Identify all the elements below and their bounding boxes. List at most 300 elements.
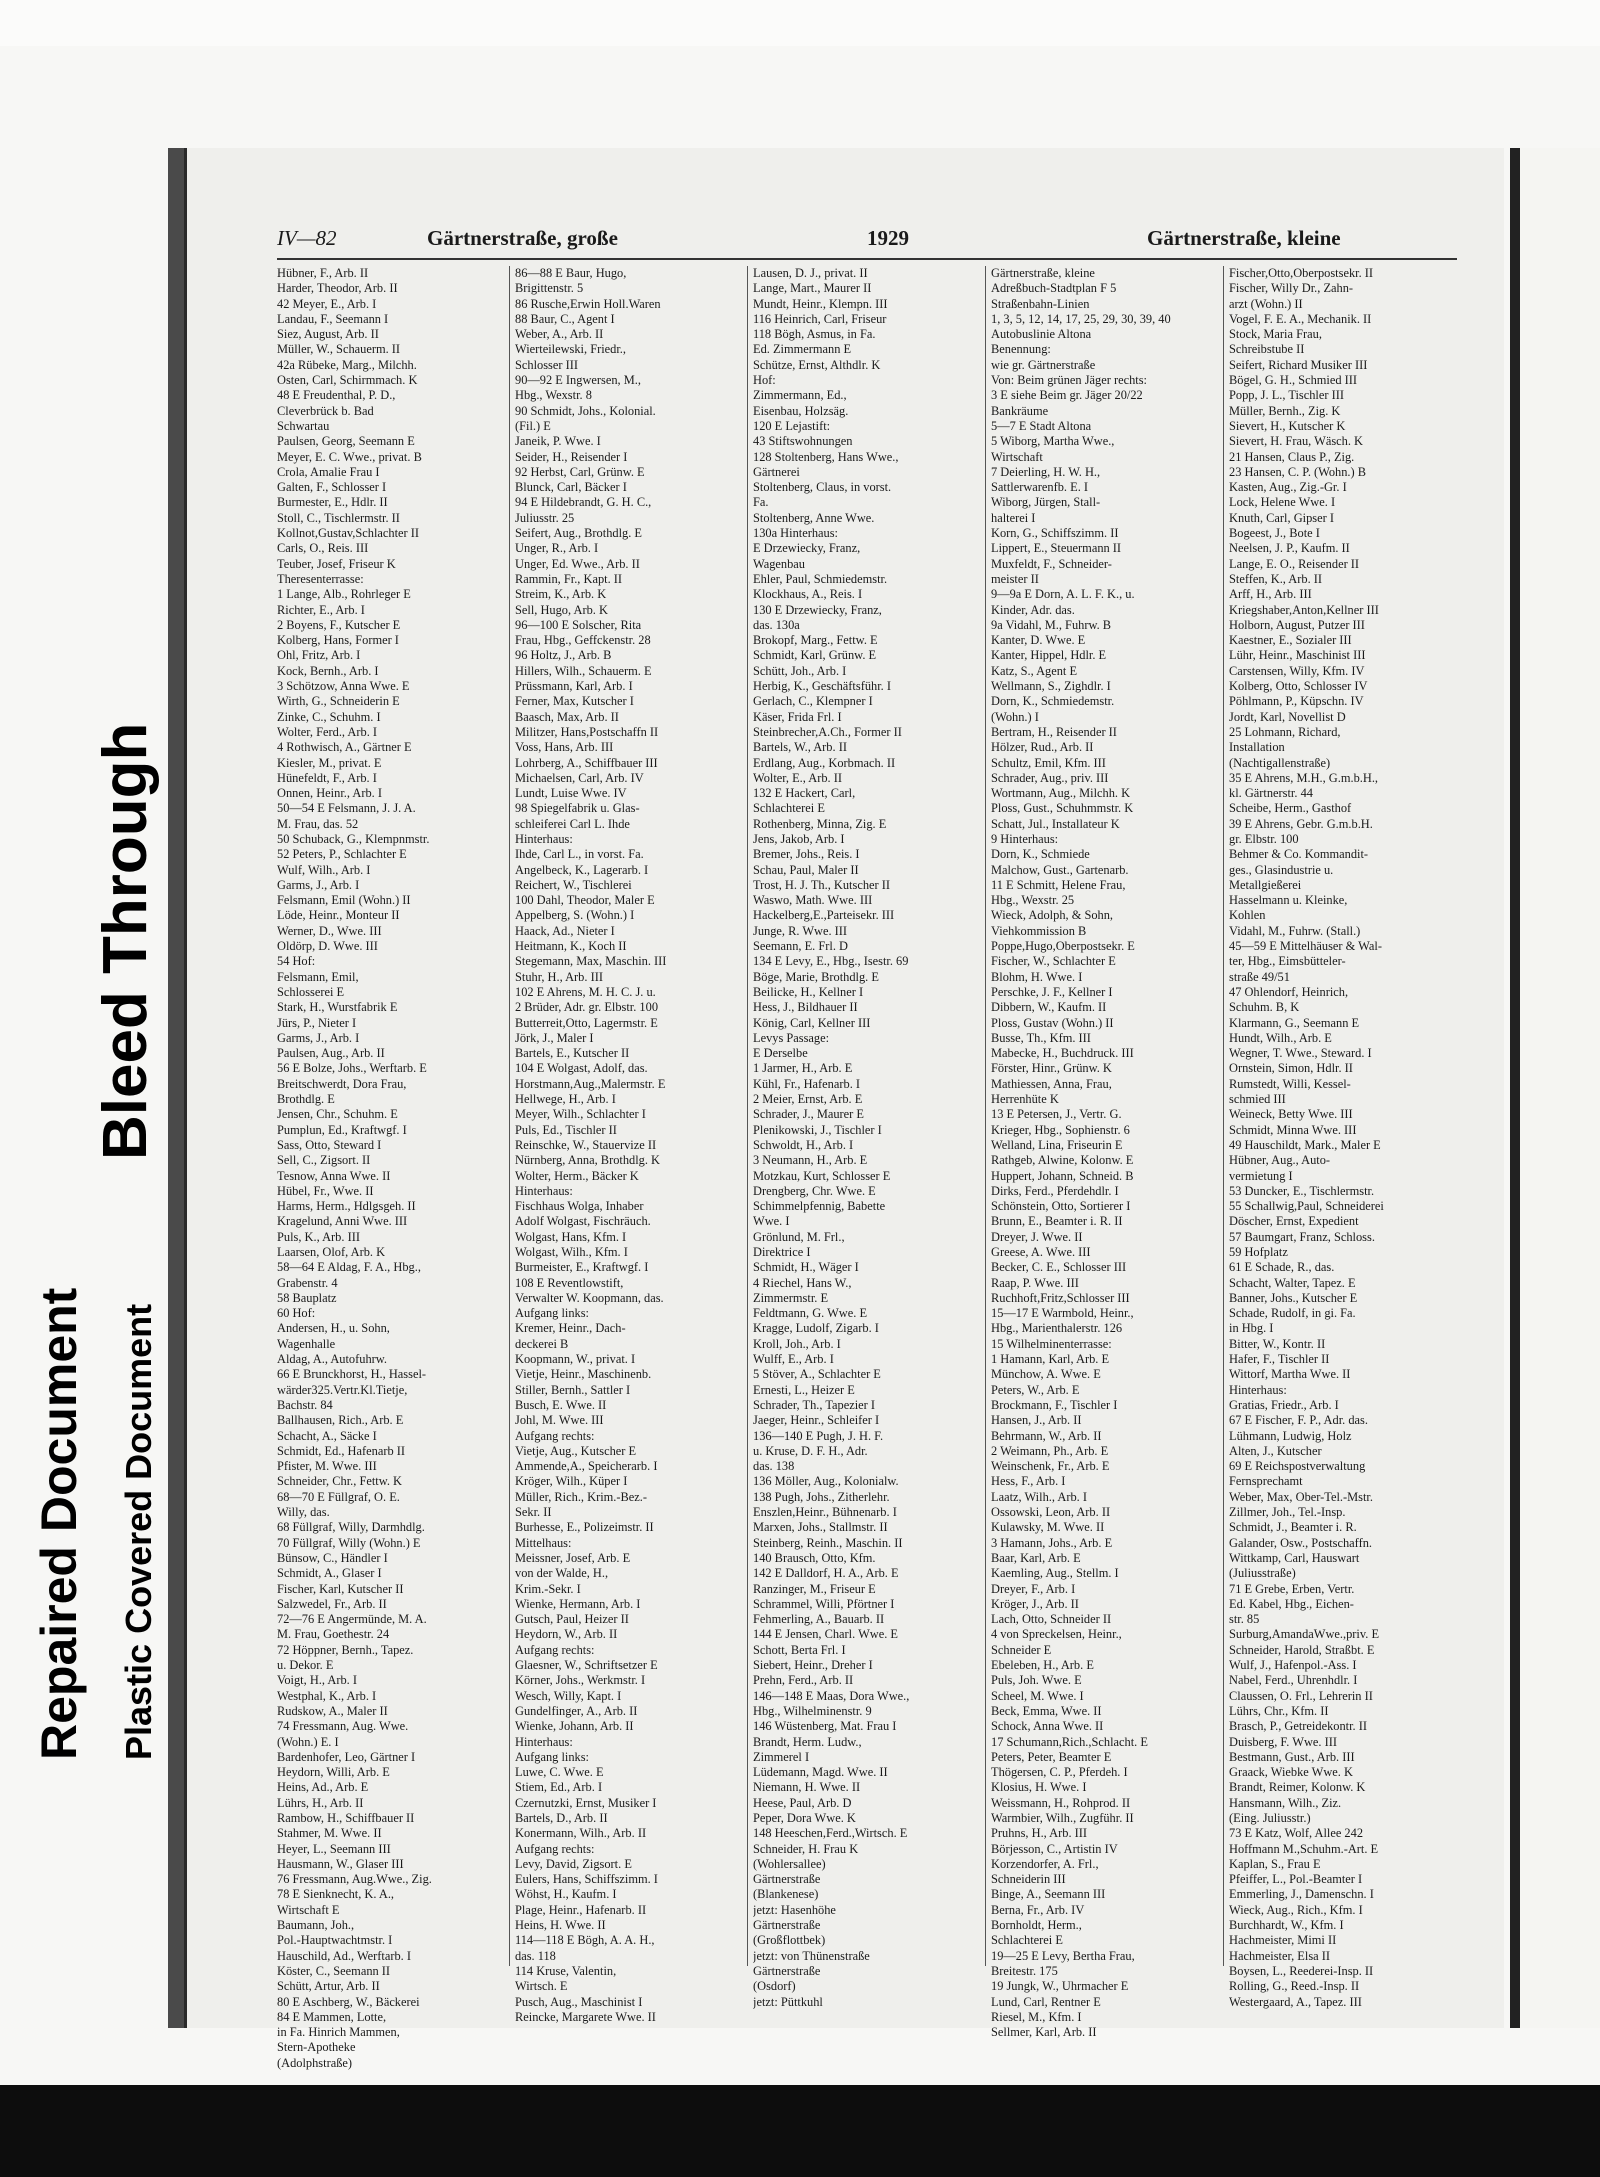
directory-entry: 15 Wilhelminenterrasse: (991, 1336, 1112, 1351)
directory-entry: Welland, Lina, Friseurin E (991, 1137, 1123, 1152)
directory-entry: 134 E Levy, E., Hbg., Isestr. 69 (753, 954, 909, 969)
directory-entry: Hess, F., Arb. I (991, 1474, 1066, 1489)
directory-entry: Gärtnerstraße (753, 1872, 821, 1887)
directory-entry: 90—92 E Ingwersen, M., (515, 373, 641, 388)
directory-entry: Reincke, Margarete Wwe. II (515, 2009, 656, 2024)
directory-entry: Bankräume (991, 403, 1049, 418)
directory-entry: Peper, Dora Wwe. K (753, 1810, 856, 1825)
directory-entry: Verwalter W. Koopmann, das. (515, 1290, 664, 1305)
directory-entry: Münchow, A. Wwe. E (991, 1367, 1101, 1382)
directory-entry: Levy, David, Zigsort. E (515, 1856, 632, 1871)
directory-entry: Felsmann, Emil, (277, 969, 359, 984)
directory-entry: Körner, Johs., Werkmstr. I (515, 1673, 646, 1688)
directory-entry: Wagenhalle (277, 1336, 336, 1351)
directory-entry: in Hbg. I (1229, 1321, 1274, 1336)
directory-entry: Wieck, Adolph, & Sohn, (991, 908, 1114, 923)
directory-entry: Berna, Fr., Arb. IV (991, 1902, 1085, 1917)
directory-entry: Aldag, A., Autofuhrw. (277, 1352, 388, 1367)
directory-entry: Kaplan, S., Frau E (1229, 1856, 1321, 1871)
directory-entry: jetzt: von Thünenstraße (753, 1948, 870, 1963)
directory-entry: 1 Hamann, Karl, Arb. E (991, 1352, 1110, 1367)
directory-entry: Tesnow, Anna Wwe. II (277, 1168, 391, 1183)
directory-entry: Bertram, H., Reisender II (991, 724, 1117, 739)
directory-entry: Heins, H. Wwe. II (515, 1918, 606, 1933)
directory-entry: Reinschke, W., Stauervize II (515, 1137, 657, 1152)
directory-entry: Wagenbau (753, 556, 805, 571)
directory-entry: Plenikowski, J., Tischler I (753, 1122, 882, 1137)
directory-entry: Käser, Frida Frl. I (753, 709, 842, 724)
directory-entry: Nürnberg, Anna, Brothdlg. K (515, 1153, 661, 1168)
directory-entry: Bornholdt, Herm., (991, 1918, 1082, 1933)
directory-entry: Hbg., Wilhelminenstr. 9 (753, 1703, 872, 1718)
directory-entry: Wirth, G., Schneiderin E (277, 694, 400, 709)
directory-entry: 86 Rusche,Erwin Holl.Waren (515, 296, 661, 311)
directory-entry: Schuhm. B, K (1229, 1000, 1300, 1015)
directory-entry: 66 E Brunckhorst, H., Hassel- (277, 1367, 427, 1382)
directory-entry: Neelsen, J. P., Kaufm. II (1229, 541, 1350, 556)
directory-entry: 1, 3, 5, 12, 14, 17, 25, 29, 30, 39, 40 (991, 311, 1171, 326)
directory-entry: 5—7 E Stadt Altona (991, 418, 1092, 433)
directory-entry: Jürs, P., Nieter I (277, 1015, 357, 1030)
directory-entry: Rudskow, A., Maler II (277, 1703, 388, 1718)
directory-entry: Dreyer, F., Arb. I (991, 1581, 1076, 1596)
directory-entry: Vidahl, M., Fuhrw. (Stall.) (1229, 923, 1361, 938)
directory-entry: Weinschenk, Fr., Arb. E (991, 1459, 1110, 1474)
directory-entry: Busse, Th., Kfm. III (991, 1030, 1091, 1045)
directory-entry: Behrmann, W., Arb. II (991, 1428, 1102, 1443)
directory-entry: Westphal, K., Arb. I (277, 1688, 377, 1703)
directory-entry: Meyer, E. C. Wwe., privat. B (277, 449, 422, 464)
directory-entry: Wolter, Herm., Bäcker K (515, 1168, 639, 1183)
directory-entry: Wolgast, Wilh., Kfm. I (515, 1245, 628, 1259)
directory-entry: 120 E Lejastift: (753, 418, 831, 433)
directory-entry: Ebeleben, H., Arb. E (991, 1658, 1094, 1673)
directory-entry: Schmidt, Minna Wwe. III (1229, 1122, 1357, 1137)
directory-entry: 138 Pugh, Johs., Zitherlehr. (753, 1489, 890, 1504)
directory-entry: 67 E Fischer, F. P., Adr. das. (1229, 1413, 1368, 1428)
directory-entry: 74 Fressmann, Aug. Wwe. (277, 1719, 409, 1734)
directory-entry: Schlachterei E (991, 1933, 1063, 1948)
directory-entry: Claussen, O. Frl., Lehrerin II (1229, 1688, 1373, 1703)
directory-entry: Paulsen, Georg, Seemann E (277, 434, 415, 449)
directory-entry: Ammende,A., Speicherarb. I (515, 1459, 658, 1474)
directory-entry: Rathgeb, Alwine, Kolonw. E (991, 1153, 1134, 1168)
directory-entry: Installation (1229, 740, 1285, 755)
directory-entry: Gärtnerei (753, 464, 800, 479)
directory-entry: Sievert, H., Kutscher K (1229, 418, 1346, 433)
directory-entry: 130a Hinterhaus: (753, 526, 838, 541)
directory-entry: 9a Vidahl, M., Fuhrw. B (991, 617, 1112, 632)
directory-entry: Stern-Apotheke (277, 2040, 356, 2055)
directory-entry: Schade, Rudolf, in gi. Fa. (1229, 1306, 1356, 1321)
facing-page-edge (1510, 148, 1600, 2028)
directory-entry: Kragge, Ludolf, Zigarb. I (753, 1321, 879, 1336)
directory-entry: 15—17 E Warmbold, Heinr., (991, 1306, 1134, 1321)
directory-entry: Lausen, D. J., privat. II (753, 266, 868, 280)
directory-entry: Burmester, E., Hdlr. II (277, 495, 388, 510)
running-head (277, 226, 1457, 256)
directory-entry: Scheel, M. Wwe. I (991, 1688, 1084, 1703)
directory-entry: Paulsen, Aug., Arb. II (277, 1046, 385, 1061)
directory-entry: Eisenbau, Holzsäg. (753, 403, 849, 418)
directory-entry: Bartels, D., Arb. II (515, 1810, 608, 1825)
directory-entry: Boysen, L., Reederei-Insp. II (1229, 1963, 1374, 1978)
directory-entry: arzt (Wohn.) II (1229, 296, 1303, 311)
directory-entry: Kiesler, M., privat. E (277, 755, 382, 770)
directory-entry: Schlosserei E (277, 984, 345, 999)
directory-entry: Janeik, P. Wwe. I (515, 434, 601, 449)
directory-entry: Rothenberg, Minna, Zig. E (753, 816, 887, 831)
directory-entry: Kollnot,Gustav,Schlachter II (277, 526, 419, 541)
directory-entry: Peters, W., Arb. E (991, 1382, 1080, 1397)
directory-entry: Weissmann, H., Rohprod. II (991, 1795, 1131, 1810)
directory-entry: 72—76 E Angermünde, M. A. (277, 1612, 427, 1627)
directory-entry: straße 49/51 (1229, 969, 1290, 984)
directory-entry: Arff, H., Arb. III (1229, 587, 1312, 602)
directory-entry: Seifert, Richard Musiker III (1229, 357, 1368, 372)
directory-entry: Grönlund, M. Frl., (753, 1229, 845, 1244)
directory-entry: Adolf Wolgast, Fischräuch. (515, 1214, 651, 1229)
directory-entry: Adreßbuch-Stadtplan F 5 (991, 281, 1117, 296)
directory-entry: Willy, das. (277, 1505, 330, 1520)
directory-entry: Mabecke, H., Buchdruck. III (991, 1046, 1134, 1061)
directory-entry: 19 Jungk, W., Uhrmacher E (991, 1979, 1129, 1994)
directory-entry: 49 Hauschildt, Mark., Maler E (1229, 1137, 1381, 1152)
directory-entry: Löde, Heinr., Monteur II (277, 908, 400, 923)
directory-entry: Lohrberg, A., Schiffbauer III (515, 755, 658, 770)
directory-entry: Hübner, Aug., Auto- (1229, 1153, 1331, 1168)
directory-entry: 146—148 E Maas, Dora Wwe., (753, 1688, 910, 1703)
directory-entry: Pol.-Hauptwachtmstr. I (277, 1933, 393, 1948)
directory-entry: Korn, G., Schiffszimm. II (991, 526, 1119, 541)
directory-entry: Brockmann, F., Tischler I (991, 1397, 1118, 1412)
directory-entry: Stock, Maria Frau, (1229, 327, 1322, 342)
directory-entry: Wwe. I (753, 1214, 790, 1229)
directory-entry: ter, Hbg., Eimsbütteler- (1229, 954, 1346, 969)
directory-entry: 98 Spiegelfabrik u. Glas- (515, 801, 640, 816)
directory-entry: Baumann, Joh., (277, 1918, 355, 1933)
directory-entry: Haack, Ad., Nieter I (515, 923, 615, 938)
header-rule (277, 258, 1457, 260)
directory-entry: Lühmann, Ludwig, Holz (1229, 1428, 1352, 1443)
directory-entry: Westergaard, A., Tapez. III (1229, 1994, 1362, 2009)
directory-entry: Schacht, A., Säcke I (277, 1428, 377, 1443)
directory-entry: (Eing. Juliusstr.) (1229, 1810, 1311, 1825)
directory-entry: Siez, August, Arb. II (277, 327, 379, 342)
directory-entry: 2 Brüder, Adr. gr. Elbstr. 100 (515, 1000, 659, 1015)
directory-entry: 4 Riechel, Hans W., (753, 1275, 852, 1290)
directory-entry: Wirtschaft E (277, 1902, 340, 1917)
directory-entry: Kroll, Joh., Arb. I (753, 1336, 841, 1351)
directory-entry: Schock, Anna Wwe. II (991, 1719, 1104, 1734)
directory-entry: Ruchhoft,Fritz,Schlosser III (991, 1290, 1130, 1305)
directory-entry: Plage, Heinr., Hafenarb. II (515, 1902, 647, 1917)
column-rule (747, 266, 748, 1966)
directory-entry: Klockhaus, A., Reis. I (753, 587, 863, 602)
directory-entry: 92 Herbst, Carl, Grünw. E (515, 464, 645, 479)
directory-entry: Grabenstr. 4 (277, 1275, 338, 1290)
directory-entry: wärder325.Vertr.Kl.Tietje, (277, 1382, 408, 1397)
directory-entry: Heese, Paul, Arb. D (753, 1795, 852, 1810)
directory-entry: 56 E Bolze, Johs., Werftarb. E (277, 1061, 427, 1076)
directory-entry: Schütt, Artur, Arb. II (277, 1979, 380, 1994)
directory-entry: Schmidt, A., Glaser I (277, 1566, 382, 1581)
directory-entry: Carstensen, Willy, Kfm. IV (1229, 663, 1365, 678)
directory-entry: 88 Baur, C., Agent I (515, 311, 615, 326)
directory-entry: 146 Wüstenberg, Mat. Frau I (753, 1719, 897, 1734)
directory-entry: Herrenhüte K (991, 1092, 1059, 1107)
directory-entry: 130 E Drzewiecky, Franz, (753, 602, 882, 617)
directory-entry: 45—59 E Mittelhäuser & Wal- (1229, 939, 1382, 954)
directory-entry: König, Carl, Kellner III (753, 1015, 871, 1030)
directory-entry: Müller, Bernh., Zig. K (1229, 403, 1341, 418)
directory-entry: Sell, Hugo, Arb. K (515, 602, 608, 617)
directory-entry: 80 E Aschberg, W., Bäckerei (277, 1994, 420, 2009)
directory-entry: Müller, Rich., Krim.-Bez.- (515, 1489, 647, 1504)
directory-entry: Baar, Karl, Arb. E (991, 1550, 1081, 1565)
directory-entry: Jörk, J., Maler I (515, 1030, 594, 1045)
directory-entry: schleiferei Carl L. Ihde (515, 816, 630, 831)
directory-entry: Lach, Otto, Schneider II (991, 1612, 1112, 1627)
directory-entry: Fehmerling, A., Bauarb. II (753, 1612, 885, 1627)
directory-entry: Harder, Theodor, Arb. II (277, 281, 398, 296)
directory-entry: Bestmann, Gust., Arb. III (1229, 1749, 1355, 1764)
directory-entry: Motzkau, Kurt, Schlosser E (753, 1168, 891, 1183)
directory-entry: 25 Lohmann, Richard, (1229, 724, 1341, 739)
directory-entry: Brunn, E., Beamter i. R. II (991, 1214, 1123, 1229)
directory-entry: Lührs, Chr., Kfm. II (1229, 1703, 1329, 1718)
directory-entry: Stiem, Ed., Arb. I (515, 1780, 603, 1795)
directory-entry: Schreibstube II (1229, 342, 1305, 357)
directory-entry: 60 Hof: (277, 1306, 316, 1321)
directory-entry: von der Walde, H., (515, 1566, 609, 1581)
directory-entry: Kolberg, Hans, Former I (277, 633, 399, 648)
directory-entry: Lund, Carl, Rentner E (991, 1994, 1101, 2009)
directory-entry: Gärtnerstraße (753, 1918, 821, 1933)
directory-entry: Sell, C., Zigsort. II (277, 1153, 371, 1168)
directory-entry: (Wohn.) I (991, 709, 1039, 724)
directory-entry: 136 Möller, Aug., Kolonialw. (753, 1474, 899, 1489)
directory-entry: Hachmeister, Mimi II (1229, 1933, 1337, 1948)
directory-entry: Direktrice I (753, 1245, 811, 1259)
directory-entry: 59 Hofplatz (1229, 1245, 1288, 1259)
directory-entry: Schatt, Jul., Installateur K (991, 816, 1120, 831)
directory-entry: Metallgießerei (1229, 877, 1302, 892)
directory-entry: Marxen, Johs., Stallmstr. II (753, 1520, 888, 1535)
directory-entry: Stiller, Bernh., Sattler I (515, 1382, 631, 1397)
directory-entry: Hackelberg,E.,Parteisekr. III (753, 908, 895, 923)
directory-entry: Klosius, H. Wwe. I (991, 1780, 1087, 1795)
directory-entry: Hausmann, W., Glaser III (277, 1856, 404, 1871)
directory-entry: Ornstein, Simon, Hdlr. II (1229, 1061, 1353, 1076)
directory-entry: 61 E Schade, R., das. (1229, 1260, 1335, 1275)
directory-entry: Junge, R. Wwe. III (753, 923, 848, 938)
directory-entry: Peters, Peter, Beamter E (991, 1749, 1112, 1764)
directory-entry: 50—54 E Felsmann, J. J. A. (277, 801, 416, 816)
directory-entry: 142 E Dalldorf, H. A., Arb. E (753, 1566, 899, 1581)
directory-entry: Aufgang links: (515, 1749, 589, 1764)
directory-entry: 55 Schallwig,Paul, Schneiderei (1229, 1199, 1384, 1214)
directory-entry: Hbg., Marienthalerstr. 126 (991, 1321, 1123, 1336)
directory-entry: Hübel, Fr., Wwe. II (277, 1183, 374, 1198)
directory-entry: 17 Schumann,Rich.,Schlacht. E (991, 1734, 1148, 1749)
directory-entry: Galten, F., Schlosser I (277, 480, 387, 495)
directory-entry: Döscher, Ernst, Expedient (1229, 1214, 1359, 1229)
directory-entry: Wellmann, S., Zighdlr. I (991, 679, 1111, 694)
scan-bottom-band (0, 2085, 1600, 2177)
directory-entry: Fischhaus Wolga, Inhaber (515, 1199, 644, 1214)
directory-entry: Ernesti, L., Heizer E (753, 1382, 855, 1397)
directory-entry: Hübner, F., Arb. II (277, 266, 369, 280)
directory-entry: Voigt, H., Arb. I (277, 1673, 357, 1688)
directory-entry: 100 Dahl, Theodor, Maler E (515, 893, 655, 908)
directory-entry: Wiborg, Jürgen, Stall- (991, 495, 1101, 510)
directory-entry: 3 Schötzow, Anna Wwe. E (277, 679, 410, 694)
directory-entry: Sellmer, Karl, Arb. II (991, 2025, 1097, 2040)
directory-entry: Dreyer, J. Wwe. II (991, 1229, 1083, 1244)
directory-entry: Baasch, Max, Arb. II (515, 709, 619, 724)
directory-entry: Hansen, J., Arb. II (991, 1413, 1082, 1428)
directory-entry: Dorn, K., Schmiede (991, 847, 1090, 862)
directory-entry: Meissner, Josef, Arb. E (515, 1550, 631, 1565)
directory-entry: 23 Hansen, C. P. (Wohn.) B (1229, 464, 1367, 479)
directory-entry: wie gr. Gärtnerstraße (991, 357, 1096, 372)
directory-entry: 114 Kruse, Valentin, (515, 1963, 617, 1978)
directory-entry: Kaemling, Aug., Stellm. I (991, 1566, 1119, 1581)
directory-entry: Bögel, G. H., Schmied III (1229, 373, 1358, 388)
directory-entry: Glaesner, W., Schriftsetzer E (515, 1658, 658, 1673)
directory-entry: Wolter, Ferd., Arb. I (277, 724, 378, 739)
directory-entry: Böge, Marie, Brothdlg. E (753, 969, 879, 984)
directory-entry: (Blankenese) (753, 1887, 819, 1902)
directory-entry: Crola, Amalie Frau I (277, 464, 380, 479)
directory-entry: Werner, D., Wwe. III (277, 923, 382, 938)
directory-entry: Pruhns, H., Arb. III (991, 1826, 1088, 1841)
directory-column-3 (753, 266, 979, 2009)
directory-entry: Hoffmann M.,Schuhm.-Art. E (1229, 1841, 1379, 1856)
directory-entry: Schrader, Aug., priv. III (991, 770, 1109, 785)
directory-entry: M. Frau, das. 52 (277, 816, 359, 831)
directory-entry: Rolling, G., Reed.-Insp. II (1229, 1979, 1360, 1994)
directory-entry: Michaelsen, Carl, Arb. IV (515, 770, 644, 785)
directory-entry: Krim.-Sekr. I (515, 1581, 581, 1596)
directory-entry: Fa. (753, 495, 769, 510)
directory-entry: Fischer,Otto,Oberpostsekr. II (1229, 266, 1374, 280)
directory-entry: Schönstein, Otto, Sortierer I (991, 1199, 1131, 1214)
directory-entry: Krieger, Hbg., Sophienstr. 6 (991, 1122, 1130, 1137)
directory-entry: Schneider, Harold, Straßbt. E (1229, 1642, 1375, 1657)
directory-entry: Wegner, T. Wwe., Steward. I (1229, 1046, 1372, 1061)
directory-entry: 128 Stoltenberg, Hans Wwe., (753, 449, 899, 464)
directory-entry: 13 E Petersen, J., Vertr. G. (991, 1107, 1122, 1122)
directory-entry: 3 Neumann, H., Arb. E (753, 1153, 868, 1168)
directory-entry: Graack, Wiebke Wwe. K (1229, 1765, 1353, 1780)
directory-entry: Sekr. II (515, 1505, 552, 1520)
directory-entry: das. 118 (515, 1948, 556, 1963)
directory-entry: Wierteilewski, Friedr., (515, 342, 626, 357)
directory-entry: 50 Schuback, G., Klempnmstr. (277, 831, 430, 846)
directory-entry: Wöhst, H., Kaufm. I (515, 1887, 617, 1902)
directory-entry: 5 Stöver, A., Schlachter E (753, 1367, 881, 1382)
directory-entry: Puls, Joh. Wwe. E (991, 1673, 1082, 1688)
directory-entry: 148 Heeschen,Ferd.,Wirtsch. E (753, 1826, 908, 1841)
directory-entry: 71 E Grebe, Erben, Vertr. (1229, 1581, 1355, 1596)
directory-entry: 2 Weimann, Ph., Arb. E (991, 1443, 1109, 1458)
directory-entry: Ranzinger, M., Friseur E (753, 1581, 876, 1596)
directory-entry: Autobuslinie Altona (991, 327, 1092, 342)
directory-entry: 118 Bögh, Asmus, in Fa. (753, 327, 876, 342)
directory-entry: Wortmann, Aug., Milchh. K (991, 786, 1131, 801)
directory-entry: Burmeister, E., Kraftwgf. I (515, 1260, 649, 1275)
directory-entry: (Wohlersallee) (753, 1856, 826, 1871)
directory-entry: 19—25 E Levy, Bertha Frau, (991, 1948, 1135, 1963)
directory-entry: Gratias, Friedr., Arb. I (1229, 1397, 1339, 1412)
directory-entry: Popp, J. L., Tischler III (1229, 388, 1344, 403)
directory-entry: Schacht, Walter, Tapez. E (1229, 1275, 1356, 1290)
directory-entry: Mathiessen, Anna, Frau, (991, 1076, 1112, 1091)
directory-entry: Schmidt, Ed., Hafenarb II (277, 1443, 405, 1458)
directory-entry: Schneiderin III (991, 1872, 1066, 1887)
directory-entry: 48 E Freudenthal, P. D., (277, 388, 396, 403)
directory-entry: Vogel, F. E. A., Mechanik. II (1229, 311, 1372, 326)
directory-entry: Konermann, Wilh., Arb. II (515, 1826, 647, 1841)
directory-entry: Jaeger, Heinr., Schleifer I (753, 1413, 880, 1428)
directory-entry: Schrader, J., Maurer E (753, 1107, 864, 1122)
directory-entry: Lühr, Heinr., Maschinist III (1229, 648, 1366, 663)
directory-entry: 57 Baumgart, Franz, Schloss. (1229, 1229, 1375, 1244)
directory-entry: Koopmann, W., privat. I (515, 1352, 636, 1367)
directory-entry: Pöhlmann, P., Küpschn. IV (1229, 694, 1364, 709)
directory-entry: Schrammel, Willi, Pförtner I (753, 1596, 895, 1611)
directory-entry: Rammin, Fr., Kapt. II (515, 571, 623, 586)
directory-entry: Hinterhaus: (1229, 1382, 1287, 1397)
directory-entry: kl. Gärtnerstr. 44 (1229, 786, 1313, 801)
directory-entry: (Osdorf) (753, 1979, 796, 1994)
directory-entry: ges., Glasindustrie u. (1229, 862, 1334, 877)
directory-entry: Pfeiffer, L., Pol.-Beamter I (1229, 1872, 1363, 1887)
directory-entry: 86—88 E Baur, Hugo, (515, 266, 627, 280)
directory-entry: Kasten, Aug., Zig.-Gr. I (1229, 480, 1347, 495)
directory-entry: jetzt: Püttkuhl (753, 1994, 823, 2009)
directory-entry: Seifert, Aug., Brothdlg. E (515, 526, 642, 541)
directory-entry: Brothdlg. E (277, 1092, 335, 1107)
directory-entry: Schmidt, Karl, Grünw. E (753, 648, 877, 663)
directory-entry: Lock, Helene Wwe. I (1229, 495, 1336, 510)
directory-entry: 11 E Schmitt, Helene Frau, (991, 877, 1126, 892)
directory-entry: 42 Meyer, E., Arb. I (277, 296, 377, 311)
directory-entry: Reichert, W., Tischlerei (515, 877, 632, 892)
directory-entry: 104 E Wolgast, Adolf, das. (515, 1061, 648, 1076)
directory-entry: Brandt, Herm. Ludw., (753, 1734, 862, 1749)
directory-entry: Felsmann, Emil (Wohn.) II (277, 893, 411, 908)
directory-entry: Levys Passage: (753, 1030, 830, 1045)
directory-entry: Kröger, J., Arb. II (991, 1596, 1079, 1611)
directory-entry: Dibbern, W., Kaufm. II (991, 1000, 1107, 1015)
bleed-through-label: Bleed Through (91, 722, 160, 1160)
directory-entry: M. Frau, Goethestr. 24 (277, 1627, 390, 1642)
directory-entry: Bünsow, C., Händler I (277, 1550, 388, 1565)
directory-entry: Kolberg, Otto, Schlosser IV (1229, 679, 1368, 694)
directory-entry: (Fil.) E (515, 418, 551, 433)
directory-entry: Onnen, Heinr., Arb. I (277, 786, 382, 801)
directory-entry: Hinterhaus: (515, 1734, 573, 1749)
directory-entry: Puls, Ed., Tischler II (515, 1122, 617, 1137)
directory-entry: Sievert, H. Frau, Wäsch. K (1229, 434, 1363, 449)
directory-entry: Hillers, Wilh., Schauerm. E (515, 663, 652, 678)
directory-entry: Beilicke, H., Kellner I (753, 984, 864, 999)
directory-entry: jetzt: Hasenhöhe (753, 1902, 836, 1917)
directory-entry: 73 E Katz, Wolf, Allee 242 (1229, 1826, 1364, 1841)
